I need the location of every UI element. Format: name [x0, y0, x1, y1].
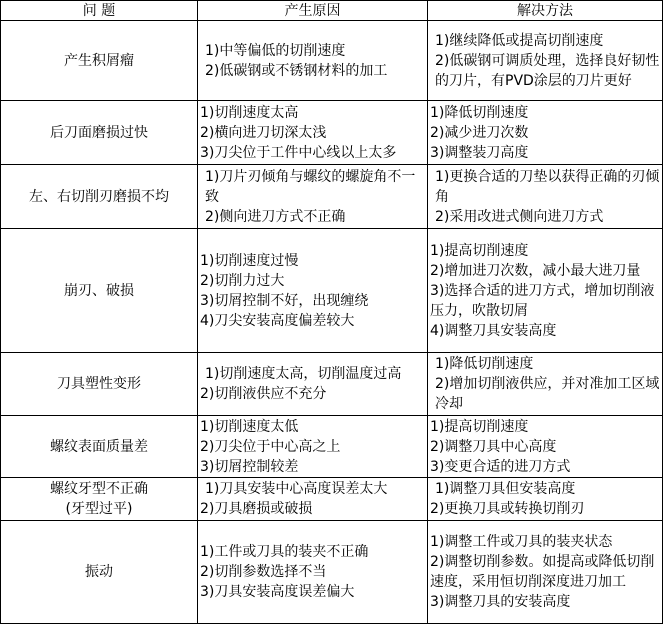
solution-item: 3)变更合适的进刀方式	[430, 458, 571, 475]
table-row	[1, 416, 663, 478]
cause-item: 1)切削速度太高，切削温度过高	[205, 366, 402, 382]
cause-item: 1)切削速度过慢	[200, 252, 299, 269]
cause-item: 1)刀具安装中心高度误差太大	[205, 481, 388, 497]
table-row	[1, 101, 663, 165]
header-cause: 产生原因	[198, 1, 428, 21]
cause-item: 1)刀片刃倾角与螺纹的螺旋角不一致	[205, 168, 416, 205]
solution-cell	[428, 21, 663, 101]
cause-cell	[198, 229, 428, 353]
solution-cell	[428, 101, 663, 165]
problem-text: 产生积屑瘤	[64, 52, 134, 69]
cause-item: 2)切削参数选择不当	[200, 564, 327, 580]
problem-cell	[1, 101, 198, 165]
cause-item: 1)工件或刀具的装夹不正确	[200, 544, 369, 560]
table-row	[1, 229, 663, 353]
cause-cell	[198, 353, 428, 416]
cause-item: 4)刀尖安装高度偏差较大	[200, 312, 355, 329]
table-row	[1, 478, 663, 521]
cause-item: 3)刀尖位于工件中心线以上太多	[200, 144, 397, 161]
solution-item: 2)调整切削参数。如提高或降低切削速度，采用恒切削深度进刀加工	[430, 554, 655, 590]
solution-item: 1)调整工件或刀具的装夹状态	[430, 534, 613, 550]
cause-item: 2)横向进刀切深太浅	[200, 124, 327, 141]
problem-cell	[1, 521, 198, 624]
problem-text: 振动	[85, 564, 113, 580]
solution-item: 1)提高切削速度	[430, 242, 529, 259]
cause-item: 1)中等偏低的切削速度	[205, 42, 346, 59]
solution-item: 2)减少进刀次数	[430, 124, 529, 141]
cause-item: 2)刀具磨损或破损	[200, 501, 313, 517]
solution-item: 1)继续降低或提高切削速度	[435, 32, 604, 49]
cause-cell	[198, 101, 428, 165]
cause-item: 2)切削液供应不充分	[200, 386, 327, 402]
cause-item: 3)切屑控制较差	[200, 458, 299, 475]
table-row	[1, 165, 663, 229]
solution-item: 3)选择合适的进刀方式，增加切削液压力，吹散切屑	[430, 282, 655, 319]
problem-cell	[1, 478, 198, 521]
solution-cell	[428, 416, 663, 478]
problem-text: 左、右切削刃磨损不均	[29, 188, 169, 205]
problem-text: 螺纹牙型不正确	[50, 481, 148, 497]
cause-cell	[198, 478, 428, 521]
problem-cell	[1, 21, 198, 101]
cause-cell	[198, 165, 428, 229]
cause-item: 1)切削速度太低	[200, 418, 299, 435]
cause-cell	[198, 416, 428, 478]
solution-item: 4)调整刀具安装高度	[430, 322, 557, 339]
cause-cell	[198, 21, 428, 101]
cause-item: 2)低碳钢或不锈钢材料的加工	[205, 62, 388, 79]
solution-item: 2)调整刀具中心高度	[430, 438, 557, 455]
problem-cell	[1, 353, 198, 416]
solution-item: 3)调整装刀高度	[430, 144, 529, 161]
solution-cell	[428, 165, 663, 229]
table-row	[1, 521, 663, 624]
problem-text: 螺纹表面质量差	[50, 438, 148, 455]
cause-item: 2)切削力过大	[200, 272, 285, 289]
problem-cell	[1, 416, 198, 478]
solution-item: 2)增加切削液供应，并对准加工区域冷却	[435, 376, 660, 412]
cause-item: 2)刀尖位于中心高之上	[200, 438, 341, 455]
problem-text: (牙型过平)	[65, 501, 133, 517]
solution-item: 3)调整刀具的安装高度	[430, 594, 571, 610]
header-problem: 问 题	[1, 1, 198, 21]
cause-item: 3)切屑控制不好，出现缠绕	[200, 292, 369, 309]
header-row	[1, 1, 663, 21]
solution-item: 2)增加进刀次数，减小最大进刀量	[430, 262, 641, 279]
header-solution: 解决方法	[428, 1, 663, 21]
cause-cell	[198, 521, 428, 624]
cause-item: 2)侧向进刀方式不正确	[205, 208, 346, 225]
problem-text: 刀具塑性变形	[57, 376, 141, 392]
solution-cell	[428, 229, 663, 353]
solution-item: 1)更换合适的刀垫以获得正确的刃倾角	[435, 168, 660, 205]
solution-item: 1)降低切削速度	[430, 104, 529, 121]
solution-item: 1)调整刀具但安装高度	[435, 481, 576, 497]
solution-item: 2)更换刀具或转换切削刃	[430, 501, 585, 517]
cause-item: 3)刀具安装高度误差偏大	[200, 584, 355, 600]
solution-cell	[428, 478, 663, 521]
table-row	[1, 21, 663, 101]
solution-item: 1)提高切削速度	[430, 418, 529, 435]
solution-item: 2)采用改进式侧向进刀方式	[435, 208, 604, 225]
cause-item: 1)切削速度太高	[200, 104, 299, 121]
problem-cell	[1, 165, 198, 229]
problem-text: 后刀面磨损过快	[50, 124, 148, 141]
solution-item: 2)低碳钢可调质处理，选择良好韧性的刀片，有PVD涂层的刀片更好	[435, 52, 660, 89]
problem-cell	[1, 229, 198, 353]
table-row	[1, 353, 663, 416]
solution-cell	[428, 521, 663, 624]
solution-cell	[428, 353, 663, 416]
solution-item: 1)降低切削速度	[435, 356, 534, 372]
problem-text: 崩刃、破损	[64, 282, 134, 299]
